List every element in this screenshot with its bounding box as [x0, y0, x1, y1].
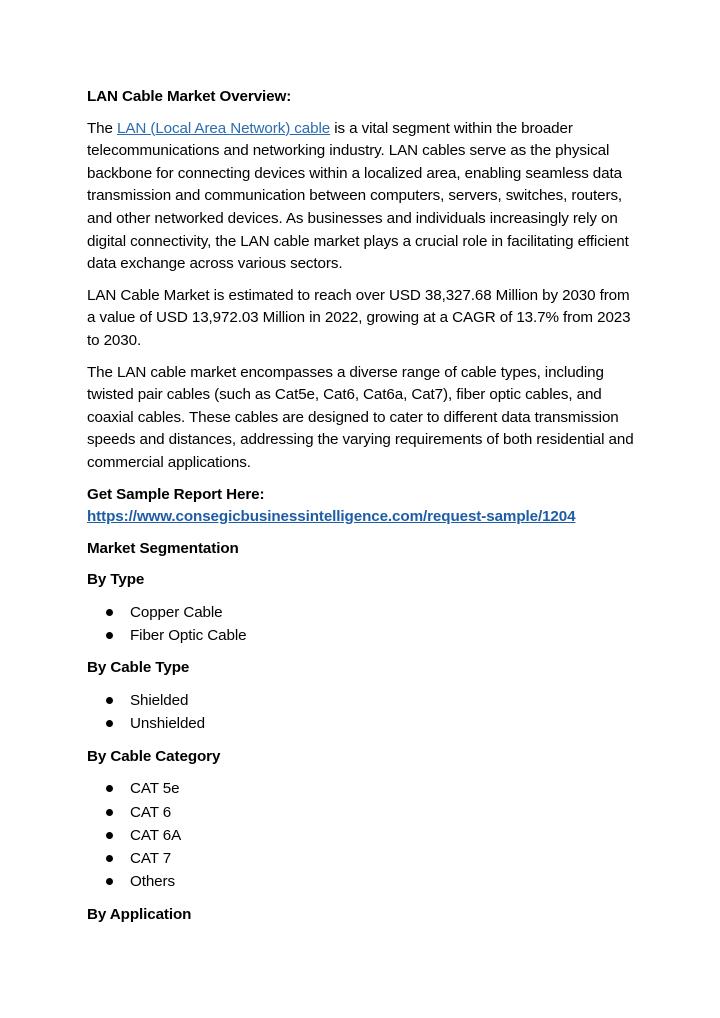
market-segmentation-heading: Market Segmentation [87, 539, 239, 557]
bullet-icon [106, 697, 113, 704]
overview-heading: LAN Cable Market Overview: [87, 88, 292, 105]
list-item [105, 712, 637, 735]
bullet-icon [106, 855, 113, 862]
overview-paragraph-1 [87, 118, 637, 276]
bullet-icon [106, 878, 113, 885]
list-item [105, 824, 637, 847]
by-cable-type-list [87, 689, 637, 736]
bullet-icon [106, 632, 113, 639]
list-item-label: Fiber Optic Cable [130, 627, 247, 645]
list-item-label: Others [130, 873, 175, 891]
list-item-label: Unshielded [130, 715, 205, 733]
by-application-heading: By Application [87, 905, 192, 923]
bullet-icon [106, 832, 113, 839]
list-item [105, 624, 637, 647]
by-cable-category-heading: By Cable Category [87, 747, 221, 765]
list-item [105, 801, 637, 824]
bullet-icon [106, 785, 113, 792]
overview-paragraph-2: LAN Cable Market is estimated to reach over USD 38,327.68 Million by 2030 from a value of USD 13,972.03 Million in 2022, growing at a CAGR of 13.7% from 2023 to 2030. [87, 286, 631, 349]
list-item [105, 601, 637, 624]
by-type-list [87, 601, 637, 648]
lan-cable-link[interactable]: LAN (Local Area Network) cable [117, 119, 331, 137]
document-body [87, 86, 637, 926]
list-item [105, 870, 637, 893]
by-cable-type-heading: By Cable Type [87, 659, 190, 677]
paragraph-prefix: The [87, 119, 117, 137]
list-item-label: CAT 6A [130, 826, 182, 844]
sample-report-label: Get Sample Report Here: [87, 485, 265, 503]
list-item-label: Shielded [130, 692, 189, 710]
list-item-label: Copper Cable [130, 603, 223, 621]
paragraph-suffix: is a vital segment within the broader telecommunications and networking industry. LAN cables serve as the physical backbone for connecting devices within a localized area, enabling seamless data transmission and communication between computers, servers, switches, routers, and other networked devices. As businesses and individuals increasingly rely on digital connectivity, the LAN cable market plays a crucial role in facilitating efficient data exchange across various sectors. [87, 119, 629, 273]
sample-report-link[interactable]: https://www.consegicbusinessintelligence.com/request-sample/1204 [87, 508, 576, 526]
bullet-icon [106, 720, 113, 727]
list-item-label: CAT 5e [130, 780, 180, 798]
list-item [105, 777, 637, 800]
list-item-label: CAT 6 [130, 803, 172, 821]
list-item [105, 847, 637, 870]
bullet-icon [106, 609, 113, 616]
bullet-icon [106, 809, 113, 816]
list-item-label: CAT 7 [130, 850, 172, 868]
list-item [105, 689, 637, 712]
overview-paragraph-3: The LAN cable market encompasses a diverse range of cable types, including twisted pair cables (such as Cat5e, Cat6, Cat6a, Cat7), fiber optic cables, and coaxial cables. These cables are designed to cater to different data transmission speeds and distances, addressing the varying requirements of both residential and commercial applications. [87, 363, 634, 471]
by-cable-category-list [87, 777, 637, 893]
sample-report-paragraph [87, 506, 637, 529]
by-type-heading: By Type [87, 571, 145, 589]
